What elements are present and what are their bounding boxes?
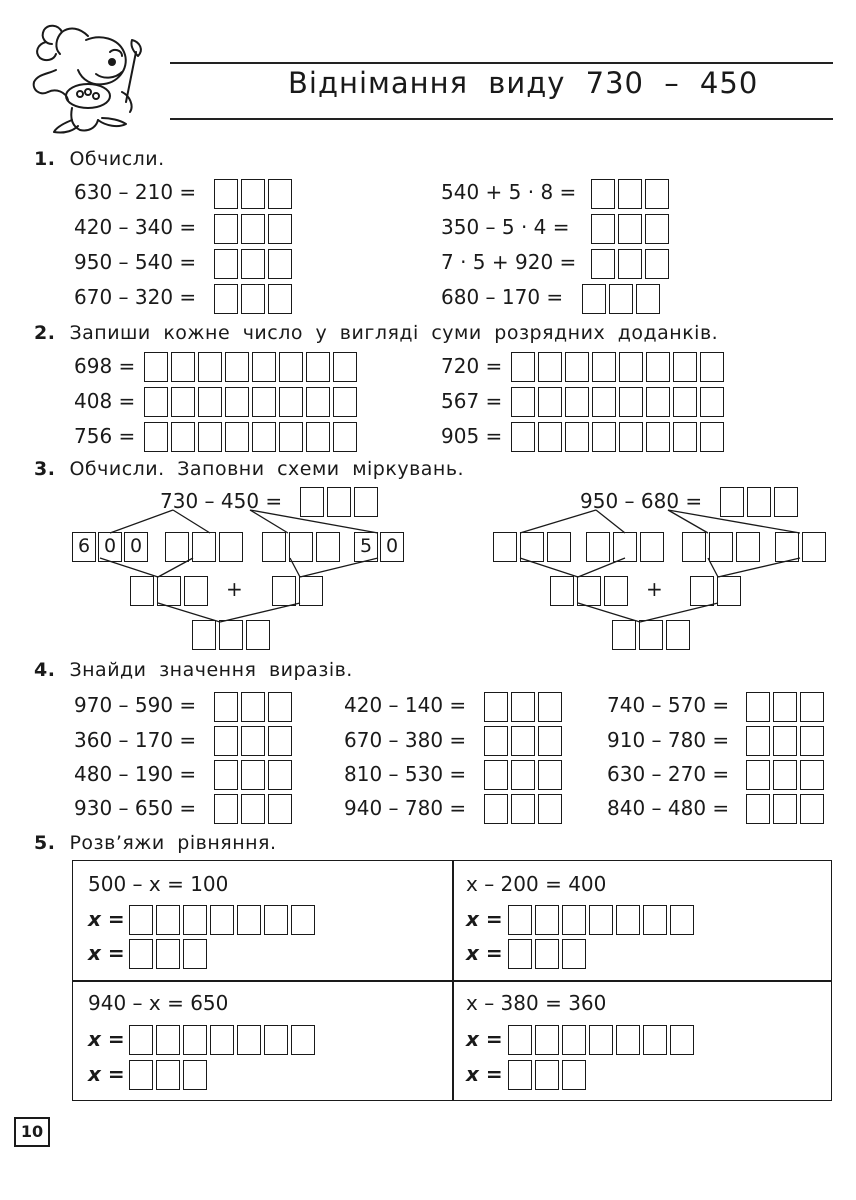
x-label: x = bbox=[88, 941, 125, 965]
task-3-text: Обчисли. Заповни схеми міркувань. bbox=[69, 458, 465, 480]
x-label: x = bbox=[88, 1062, 125, 1086]
t2-expr: 567 = bbox=[441, 389, 503, 413]
answer-cells bbox=[508, 1025, 697, 1055]
answer-cells bbox=[682, 532, 763, 562]
answer-cell[interactable] bbox=[508, 939, 532, 969]
answer-cell[interactable] bbox=[493, 532, 517, 562]
prefilled-cell: 6 bbox=[72, 532, 96, 562]
answer-cell[interactable] bbox=[214, 760, 238, 790]
answer-cells bbox=[508, 905, 697, 935]
answer-cell[interactable] bbox=[291, 905, 315, 935]
answer-cells bbox=[586, 532, 667, 562]
answer-cell[interactable] bbox=[616, 1025, 640, 1055]
answer-cell[interactable] bbox=[717, 576, 741, 606]
equation: x – 380 = 360 bbox=[466, 991, 607, 1015]
answer-cell[interactable] bbox=[241, 760, 265, 790]
answer-cell[interactable] bbox=[538, 726, 562, 756]
answer-cell[interactable] bbox=[192, 532, 216, 562]
task-4-text: Знайди значення виразів. bbox=[69, 659, 353, 681]
t1-expr: 350 – 5 · 4 = bbox=[441, 215, 570, 239]
answer-cell[interactable] bbox=[746, 692, 770, 722]
answer-cells bbox=[165, 532, 246, 562]
answer-cell[interactable] bbox=[183, 905, 207, 935]
answer-cells bbox=[746, 760, 827, 790]
answer-cell[interactable] bbox=[720, 487, 744, 517]
answer-cell[interactable] bbox=[511, 794, 535, 824]
answer-cell[interactable] bbox=[639, 620, 663, 650]
answer-cells bbox=[129, 1025, 318, 1055]
answer-cell[interactable] bbox=[508, 905, 532, 935]
answer-cell[interactable] bbox=[562, 905, 586, 935]
answer-cells bbox=[746, 692, 827, 722]
t4-expr: 360 – 170 = bbox=[74, 728, 197, 752]
answer-cells bbox=[129, 1060, 210, 1090]
answer-cell[interactable] bbox=[241, 726, 265, 756]
answer-cell[interactable] bbox=[800, 794, 824, 824]
table-divider-horizontal bbox=[72, 980, 832, 982]
answer-cells bbox=[262, 532, 343, 562]
answer-cell[interactable] bbox=[670, 905, 694, 935]
prefilled-cells bbox=[72, 532, 150, 562]
answer-cells bbox=[129, 905, 318, 935]
answer-cell[interactable] bbox=[272, 576, 296, 606]
equation: x – 200 = 400 bbox=[466, 872, 607, 896]
prefilled-cell: 0 bbox=[380, 532, 404, 562]
answer-cell[interactable] bbox=[268, 692, 292, 722]
answer-cell[interactable] bbox=[130, 576, 154, 606]
t2-expr: 756 = bbox=[74, 424, 136, 448]
answer-cell[interactable] bbox=[775, 532, 799, 562]
answer-cell[interactable] bbox=[246, 620, 270, 650]
t3-right-expr: 950 – 680 = bbox=[580, 489, 703, 513]
answer-cells bbox=[746, 794, 827, 824]
answer-cell[interactable] bbox=[589, 905, 613, 935]
page-title: Віднімання виду 730 – 450 bbox=[288, 66, 759, 100]
answer-cell[interactable] bbox=[746, 726, 770, 756]
answer-cells bbox=[690, 576, 744, 606]
task-5-header bbox=[34, 832, 277, 854]
answer-cell[interactable] bbox=[511, 692, 535, 722]
answer-cells bbox=[550, 576, 631, 606]
answer-cell[interactable] bbox=[241, 692, 265, 722]
answer-cell[interactable] bbox=[289, 532, 313, 562]
x-label: x = bbox=[466, 1027, 503, 1051]
answer-cell[interactable] bbox=[773, 692, 797, 722]
t1-expr: 670 – 320 = bbox=[74, 285, 197, 309]
answer-cell[interactable] bbox=[484, 760, 508, 790]
t1-expr: 630 – 210 = bbox=[74, 180, 197, 204]
answer-cell[interactable] bbox=[562, 1025, 586, 1055]
answer-cell[interactable] bbox=[219, 532, 243, 562]
answer-cell[interactable] bbox=[129, 939, 153, 969]
answer-cell[interactable] bbox=[562, 1060, 586, 1090]
answer-cell[interactable] bbox=[746, 760, 770, 790]
answer-cell[interactable] bbox=[214, 726, 238, 756]
t2-expr: 408 = bbox=[74, 389, 136, 413]
answer-cell[interactable] bbox=[268, 760, 292, 790]
t1-expr: 950 – 540 = bbox=[74, 250, 197, 274]
answer-cell[interactable] bbox=[690, 576, 714, 606]
answer-cell[interactable] bbox=[511, 726, 535, 756]
x-label: x = bbox=[88, 907, 125, 931]
answer-cell[interactable] bbox=[535, 905, 559, 935]
answer-cell[interactable] bbox=[268, 726, 292, 756]
answer-cells bbox=[192, 620, 273, 650]
answer-cells bbox=[484, 726, 565, 756]
answer-cell[interactable] bbox=[538, 794, 562, 824]
answer-cell[interactable] bbox=[264, 905, 288, 935]
answer-cell[interactable] bbox=[183, 939, 207, 969]
task-1-number: 1. bbox=[34, 148, 56, 170]
answer-cell[interactable] bbox=[237, 905, 261, 935]
answer-cell[interactable] bbox=[802, 532, 826, 562]
x-label: x = bbox=[466, 907, 503, 931]
plus-sign: + bbox=[646, 577, 663, 601]
t4-expr: 970 – 590 = bbox=[74, 693, 197, 717]
t4-expr: 740 – 570 = bbox=[607, 693, 730, 717]
answer-cell[interactable] bbox=[129, 1025, 153, 1055]
task-4-number: 4. bbox=[34, 659, 56, 681]
t4-expr: 420 – 140 = bbox=[344, 693, 467, 717]
page-number: 10 bbox=[14, 1117, 50, 1147]
answer-cells bbox=[612, 620, 693, 650]
answer-cell[interactable] bbox=[736, 532, 760, 562]
answer-cell[interactable] bbox=[508, 1060, 532, 1090]
equation: 500 – x = 100 bbox=[88, 872, 229, 896]
answer-cell[interactable] bbox=[214, 692, 238, 722]
task-3-number: 3. bbox=[34, 458, 56, 480]
answer-cells bbox=[493, 532, 574, 562]
t2-expr: 720 = bbox=[441, 354, 503, 378]
answer-cells bbox=[746, 726, 827, 756]
answer-cell[interactable] bbox=[183, 1060, 207, 1090]
answer-cell[interactable] bbox=[316, 532, 340, 562]
answer-cell[interactable] bbox=[299, 576, 323, 606]
t4-expr: 810 – 530 = bbox=[344, 762, 467, 786]
answer-cell[interactable] bbox=[550, 576, 574, 606]
answer-cell[interactable] bbox=[157, 576, 181, 606]
t4-expr: 670 – 380 = bbox=[344, 728, 467, 752]
answer-cell[interactable] bbox=[156, 905, 180, 935]
t2-expr: 698 = bbox=[74, 354, 136, 378]
answer-cell[interactable] bbox=[520, 532, 544, 562]
answer-cell[interactable] bbox=[604, 576, 628, 606]
answer-cell[interactable] bbox=[547, 532, 571, 562]
answer-cell[interactable] bbox=[291, 1025, 315, 1055]
answer-cell[interactable] bbox=[156, 939, 180, 969]
plus-sign: + bbox=[226, 577, 243, 601]
answer-cell[interactable] bbox=[165, 532, 189, 562]
task-1-text: Обчисли. bbox=[69, 148, 165, 170]
answer-cells bbox=[508, 1060, 589, 1090]
answer-cell[interactable] bbox=[511, 760, 535, 790]
answer-cell[interactable] bbox=[300, 487, 324, 517]
answer-cell[interactable] bbox=[219, 620, 243, 650]
x-label: x = bbox=[466, 941, 503, 965]
prefilled-cells bbox=[354, 532, 406, 562]
equation: 940 – x = 650 bbox=[88, 991, 229, 1015]
answer-cell[interactable] bbox=[538, 760, 562, 790]
t4-expr: 840 – 480 = bbox=[607, 796, 730, 820]
x-label: x = bbox=[466, 1062, 503, 1086]
t4-expr: 940 – 780 = bbox=[344, 796, 467, 820]
answer-cell[interactable] bbox=[682, 532, 706, 562]
answer-cell[interactable] bbox=[508, 1025, 532, 1055]
answer-cell[interactable] bbox=[535, 939, 559, 969]
answer-cell[interactable] bbox=[800, 726, 824, 756]
answer-cell[interactable] bbox=[262, 532, 286, 562]
answer-cell[interactable] bbox=[773, 726, 797, 756]
answer-cell[interactable] bbox=[709, 532, 733, 562]
task-2-text: Запиши кожне число у вигляді суми розрядних доданків. bbox=[69, 322, 719, 344]
answer-cell[interactable] bbox=[241, 794, 265, 824]
answer-cell[interactable] bbox=[156, 1025, 180, 1055]
answer-cells bbox=[508, 939, 589, 969]
answer-cell[interactable] bbox=[773, 794, 797, 824]
answer-cell[interactable] bbox=[613, 532, 637, 562]
answer-cell[interactable] bbox=[800, 760, 824, 790]
answer-cell[interactable] bbox=[640, 532, 664, 562]
answer-cells bbox=[129, 939, 210, 969]
answer-cell[interactable] bbox=[643, 905, 667, 935]
t3-left-expr: 730 – 450 = bbox=[160, 489, 283, 513]
answer-cell[interactable] bbox=[129, 1060, 153, 1090]
answer-cell[interactable] bbox=[773, 760, 797, 790]
prefilled-cell: 5 bbox=[354, 532, 378, 562]
answer-cell[interactable] bbox=[484, 692, 508, 722]
answer-cell[interactable] bbox=[616, 905, 640, 935]
answer-cells bbox=[214, 760, 295, 790]
answer-cell[interactable] bbox=[192, 620, 216, 650]
t4-expr: 910 – 780 = bbox=[607, 728, 730, 752]
answer-cell[interactable] bbox=[538, 692, 562, 722]
answer-cell[interactable] bbox=[237, 1025, 261, 1055]
answer-cell[interactable] bbox=[354, 487, 378, 517]
answer-cells bbox=[775, 532, 829, 562]
answer-cells bbox=[484, 760, 565, 790]
answer-cell[interactable] bbox=[666, 620, 690, 650]
answer-cell[interactable] bbox=[643, 1025, 667, 1055]
answer-cell[interactable] bbox=[586, 532, 610, 562]
t4-expr: 480 – 190 = bbox=[74, 762, 197, 786]
answer-cell[interactable] bbox=[210, 905, 234, 935]
answer-cell[interactable] bbox=[484, 726, 508, 756]
answer-cell[interactable] bbox=[589, 1025, 613, 1055]
answer-cell[interactable] bbox=[535, 1025, 559, 1055]
answer-cell[interactable] bbox=[562, 939, 586, 969]
answer-cells bbox=[214, 794, 295, 824]
answer-cells bbox=[484, 794, 565, 824]
t1-expr: 680 – 170 = bbox=[441, 285, 564, 309]
task-5-number: 5. bbox=[34, 832, 56, 854]
answer-cell[interactable] bbox=[774, 487, 798, 517]
t1-expr: 420 – 340 = bbox=[74, 215, 197, 239]
t4-expr: 630 – 270 = bbox=[607, 762, 730, 786]
answer-cell[interactable] bbox=[612, 620, 636, 650]
answer-cell[interactable] bbox=[184, 576, 208, 606]
task-5-text: Розв’яжи рівняння. bbox=[69, 832, 277, 854]
x-label: x = bbox=[88, 1027, 125, 1051]
prefilled-cell: 0 bbox=[124, 532, 148, 562]
t1-expr: 7 · 5 + 920 = bbox=[441, 250, 577, 274]
answer-cells bbox=[214, 692, 295, 722]
answer-cell[interactable] bbox=[268, 794, 292, 824]
answer-cell[interactable] bbox=[800, 692, 824, 722]
task-2-number: 2. bbox=[34, 322, 56, 344]
answer-cells bbox=[214, 726, 295, 756]
answer-cells bbox=[720, 487, 801, 517]
t2-expr: 905 = bbox=[441, 424, 503, 448]
answer-cells bbox=[272, 576, 326, 606]
answer-cell[interactable] bbox=[327, 487, 351, 517]
answer-cell[interactable] bbox=[210, 1025, 234, 1055]
prefilled-cell: 0 bbox=[98, 532, 122, 562]
answer-cell[interactable] bbox=[214, 794, 238, 824]
t4-expr: 930 – 650 = bbox=[74, 796, 197, 820]
answer-cell[interactable] bbox=[535, 1060, 559, 1090]
t1-expr: 540 + 5 · 8 = bbox=[441, 180, 577, 204]
answer-cell[interactable] bbox=[484, 794, 508, 824]
answer-cell[interactable] bbox=[156, 1060, 180, 1090]
answer-cell[interactable] bbox=[129, 905, 153, 935]
answer-cell[interactable] bbox=[747, 487, 771, 517]
answer-cell[interactable] bbox=[264, 1025, 288, 1055]
answer-cells bbox=[130, 576, 211, 606]
answer-cell[interactable] bbox=[670, 1025, 694, 1055]
answer-cell[interactable] bbox=[577, 576, 601, 606]
answer-cells bbox=[300, 487, 381, 517]
answer-cell[interactable] bbox=[183, 1025, 207, 1055]
task-4-header bbox=[34, 659, 353, 681]
answer-cells bbox=[484, 692, 565, 722]
answer-cell[interactable] bbox=[746, 794, 770, 824]
